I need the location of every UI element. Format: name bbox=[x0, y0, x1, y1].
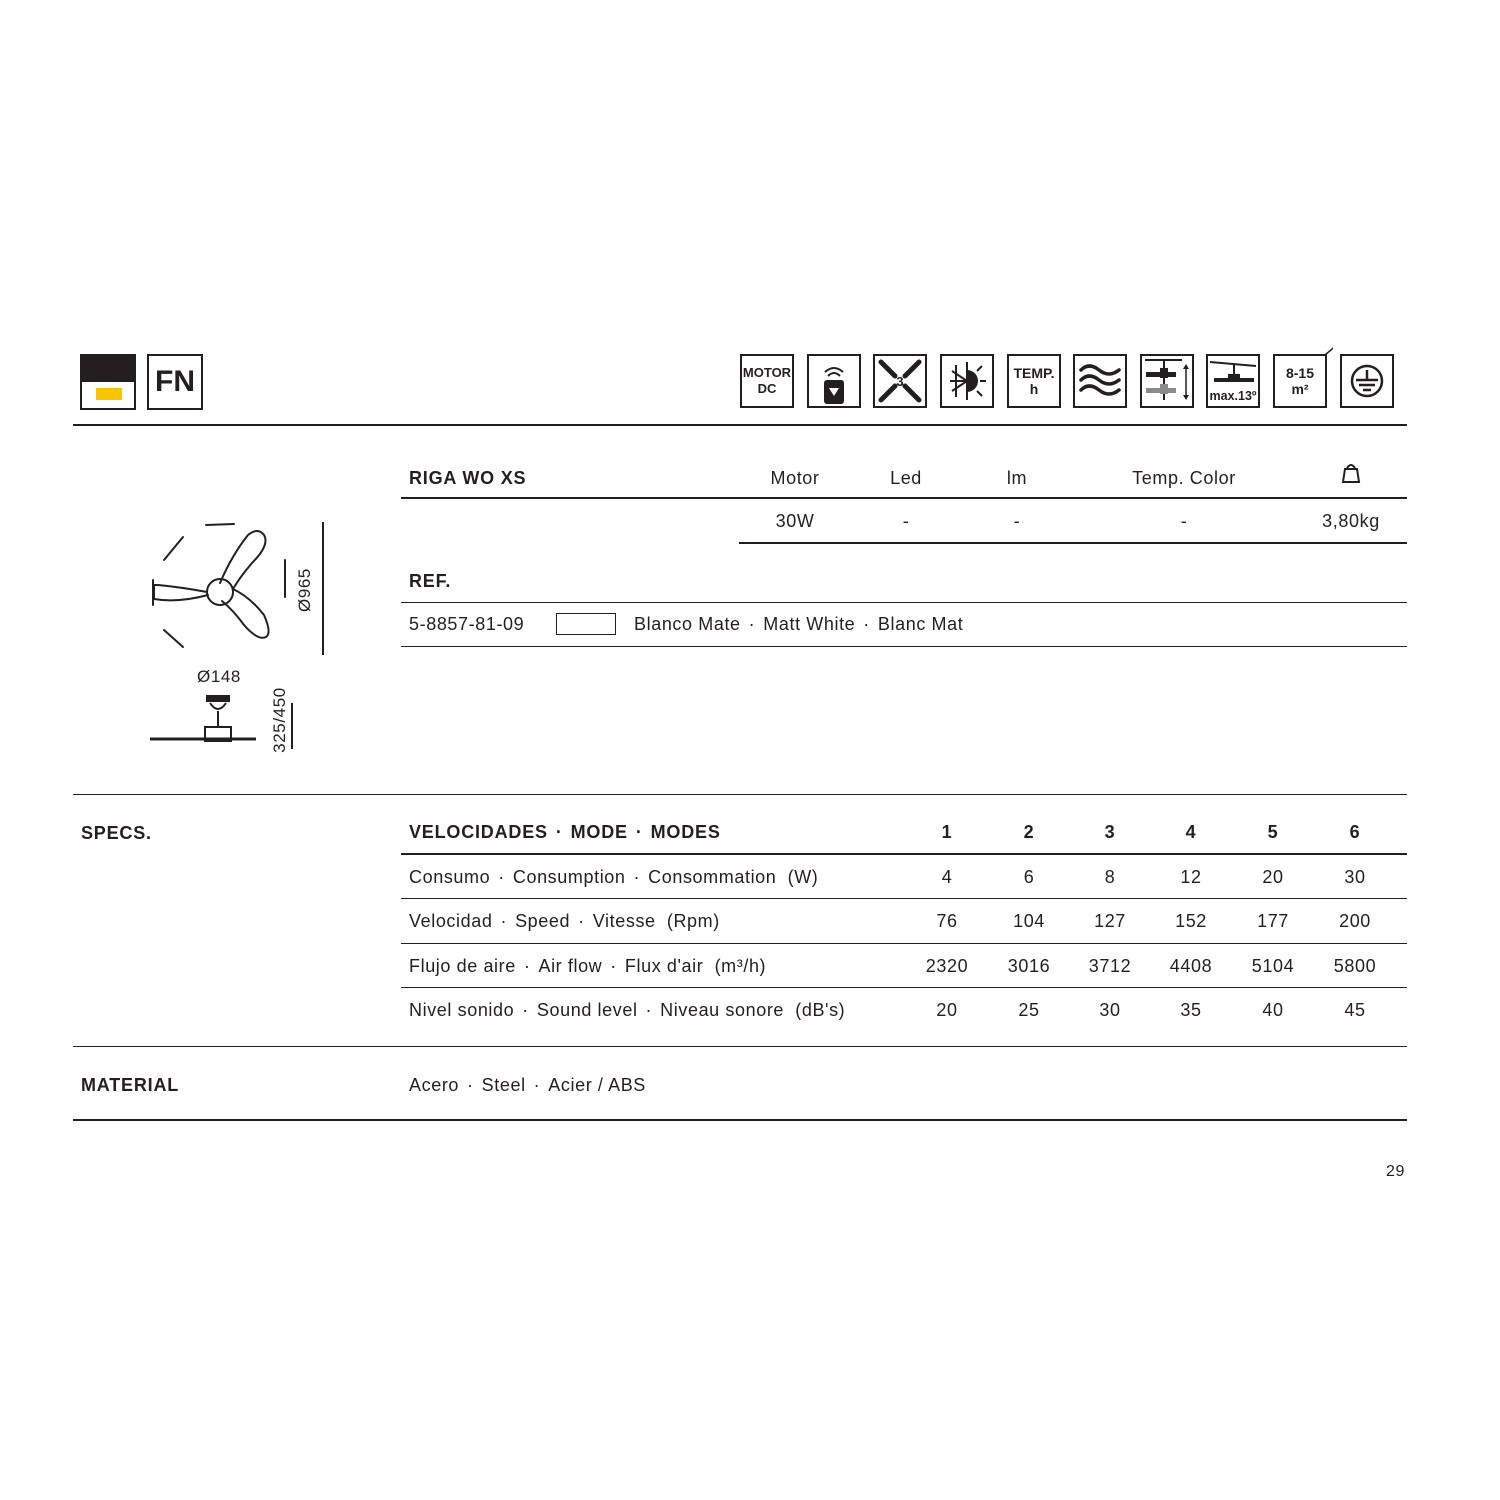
material-top-rule bbox=[73, 1046, 1407, 1047]
label-en: Air flow bbox=[538, 956, 603, 976]
value-weight: 3,80kg bbox=[1322, 511, 1380, 531]
label-es: Consumo bbox=[409, 867, 491, 887]
label-es: Velocidad bbox=[409, 911, 493, 931]
finish-fr: Blanc Mat bbox=[877, 614, 964, 634]
speed-4: 4 bbox=[1185, 822, 1197, 842]
unit: (m³/h) bbox=[714, 956, 767, 976]
blade-count: 3 bbox=[896, 374, 904, 389]
table-cell: 200 bbox=[1339, 911, 1371, 931]
row-divider bbox=[401, 898, 1407, 899]
label-en: Speed bbox=[515, 911, 571, 931]
table-cell: 30 bbox=[1099, 1000, 1121, 1020]
label-es: Flujo de aire bbox=[409, 956, 516, 976]
table-cell: 76 bbox=[936, 911, 958, 931]
max-slope-icon bbox=[1206, 354, 1260, 408]
room-size-icon bbox=[1273, 354, 1327, 408]
value-temp-color: - bbox=[1180, 511, 1188, 531]
unit: (W) bbox=[787, 867, 819, 887]
timer-line2: h bbox=[1029, 381, 1039, 397]
table-cell: 20 bbox=[1262, 867, 1284, 887]
table-cell: 104 bbox=[1013, 911, 1045, 931]
table-cell: 40 bbox=[1262, 1000, 1284, 1020]
label-fr: Niveau sonore bbox=[660, 1000, 785, 1020]
spec-row-label: Velocidad · Speed · Vitesse (Rpm) bbox=[409, 911, 720, 931]
spec-row-label: Flujo de aire · Air flow · Flux d'air (m³/h) bbox=[409, 956, 767, 976]
category-color-badge bbox=[80, 354, 136, 410]
table-cell: 4 bbox=[941, 867, 953, 887]
table-cell: 177 bbox=[1257, 911, 1289, 931]
max-slope-text: max.13º bbox=[1209, 389, 1257, 403]
table-cell: 152 bbox=[1175, 911, 1207, 931]
unit: (Rpm) bbox=[666, 911, 720, 931]
row-divider bbox=[401, 943, 1407, 944]
material-title: MATERIAL bbox=[81, 1075, 180, 1095]
base-diameter-label: Ø148 bbox=[197, 667, 241, 686]
timer-icon bbox=[1007, 354, 1061, 408]
speed-6: 6 bbox=[1349, 822, 1361, 842]
ref-code: 5-8857-81-09 bbox=[409, 614, 525, 634]
specs-header-es: VELOCIDADES bbox=[409, 822, 548, 842]
height-label: 325/450 bbox=[269, 687, 289, 753]
table-cell: 25 bbox=[1018, 1000, 1040, 1020]
table-cell: 12 bbox=[1180, 867, 1202, 887]
material-es: Acero bbox=[409, 1075, 460, 1095]
ref-row-rule bbox=[401, 646, 1407, 647]
label-fr: Vitesse bbox=[592, 911, 656, 931]
motor-dc-line2: DC bbox=[757, 381, 777, 396]
finish-es: Blanco Mate bbox=[634, 614, 741, 634]
ref-header-rule bbox=[401, 602, 1407, 603]
product-name: RIGA WO XS bbox=[409, 468, 527, 488]
room-size-line1: 8-15 bbox=[1285, 365, 1315, 381]
product-values-rule bbox=[739, 542, 1407, 544]
col-motor: Motor bbox=[770, 468, 820, 488]
header-divider bbox=[73, 424, 1407, 426]
table-cell: 127 bbox=[1094, 911, 1126, 931]
category-code-badge bbox=[147, 354, 203, 410]
summer-winter-icon bbox=[940, 354, 994, 408]
col-lm: lm bbox=[1006, 468, 1028, 488]
specs-title: SPECS. bbox=[81, 823, 152, 843]
speed-2: 2 bbox=[1023, 822, 1035, 842]
table-cell: 3712 bbox=[1088, 956, 1132, 976]
table-cell: 20 bbox=[936, 1000, 958, 1020]
col-temp-color: Temp. Color bbox=[1132, 468, 1236, 488]
label-es: Nivel sonido bbox=[409, 1000, 515, 1020]
remote-control-icon bbox=[807, 354, 861, 408]
col-led: Led bbox=[890, 468, 922, 488]
table-cell: 8 bbox=[1104, 867, 1116, 887]
three-blade-icon bbox=[873, 354, 927, 408]
finish-names: Blanco Mate · Matt White · Blanc Mat bbox=[634, 614, 964, 634]
product-header-rule bbox=[401, 497, 1407, 499]
weight-icon bbox=[1339, 460, 1363, 484]
table-cell: 6 bbox=[1023, 867, 1035, 887]
table-cell: 35 bbox=[1180, 1000, 1202, 1020]
table-cell: 4408 bbox=[1169, 956, 1213, 976]
speed-1: 1 bbox=[941, 822, 953, 842]
category-code: FN bbox=[155, 365, 195, 398]
motor-dc-icon bbox=[740, 354, 794, 408]
material-en: Steel bbox=[481, 1075, 526, 1095]
speed-3: 3 bbox=[1104, 822, 1116, 842]
label-fr: Consommation bbox=[648, 867, 777, 887]
value-lm: - bbox=[1013, 511, 1021, 531]
specs-header-en: MODE bbox=[570, 822, 628, 842]
table-cell: 2320 bbox=[925, 956, 969, 976]
row-divider bbox=[401, 987, 1407, 988]
label-en: Consumption bbox=[512, 867, 626, 887]
unit: (dB's) bbox=[795, 1000, 846, 1020]
material-bottom-rule bbox=[73, 1119, 1407, 1121]
table-cell: 5800 bbox=[1333, 956, 1377, 976]
table-cell: 3016 bbox=[1007, 956, 1051, 976]
height-adjust-icon bbox=[1140, 354, 1194, 408]
specs-header-fr: MODES bbox=[650, 822, 721, 842]
specs-top-rule bbox=[73, 794, 1407, 795]
finish-en: Matt White bbox=[763, 614, 856, 634]
timer-line1: TEMP. bbox=[1013, 365, 1055, 381]
room-size-line2: m² bbox=[1291, 381, 1309, 397]
specs-header-rule bbox=[401, 853, 1407, 855]
table-cell: 5104 bbox=[1251, 956, 1295, 976]
finish-swatch bbox=[556, 613, 616, 635]
label-fr: Flux d'air bbox=[624, 956, 704, 976]
spec-row-label: Consumo · Consumption · Consommation (W) bbox=[409, 867, 819, 887]
specs-header-label: VELOCIDADES · MODE · MODES bbox=[409, 822, 721, 842]
value-led: - bbox=[902, 511, 910, 531]
table-cell: 45 bbox=[1344, 1000, 1366, 1020]
diameter-label: Ø965 bbox=[295, 568, 314, 612]
page-number: 29 bbox=[1386, 1163, 1405, 1180]
airflow-icon bbox=[1073, 354, 1127, 408]
speed-5: 5 bbox=[1267, 822, 1279, 842]
ref-title: REF. bbox=[409, 571, 452, 591]
value-motor: 30W bbox=[775, 511, 815, 531]
ground-icon bbox=[1340, 354, 1394, 408]
motor-dc-line1: MOTOR bbox=[742, 365, 792, 380]
material-value: Acero · Steel · Acier / ABS bbox=[409, 1075, 646, 1095]
label-en: Sound level bbox=[536, 1000, 638, 1020]
spec-row-label: Nivel sonido · Sound level · Niveau sonore (dB's) bbox=[409, 1000, 846, 1020]
table-cell: 30 bbox=[1344, 867, 1366, 887]
material-fr: Acier / ABS bbox=[548, 1075, 646, 1095]
